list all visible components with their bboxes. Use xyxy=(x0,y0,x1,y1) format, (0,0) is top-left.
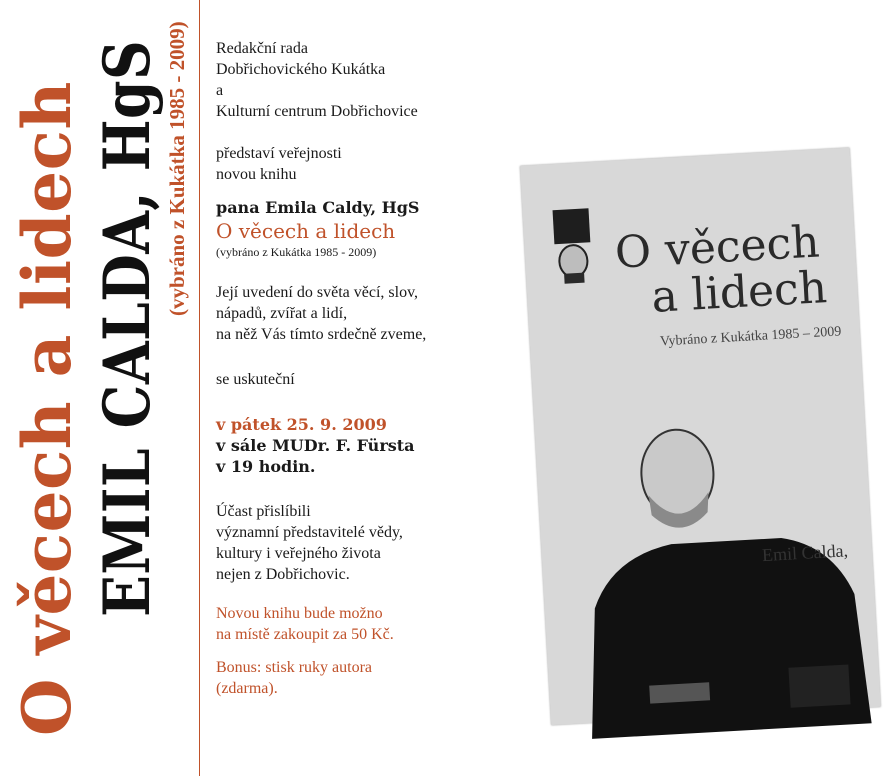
cover-title-line: O věcech xyxy=(613,216,821,279)
organizer-line: Kulturní centrum Dobřichovice xyxy=(216,103,418,120)
intro-line: na něž Vás tímto srdečně zveme, xyxy=(216,326,427,343)
presentation-line: představí veřejnosti xyxy=(216,145,342,162)
organizer-line: Dobřichovického Kukátka xyxy=(216,61,386,78)
divider-line xyxy=(199,0,200,776)
invitation-text xyxy=(216,38,466,699)
guests-line: nejen z Dobřichovic. xyxy=(216,566,350,583)
cover-author: Emil Calda, xyxy=(761,540,849,566)
vertical-book-title: O věcech a lidech xyxy=(8,81,86,736)
guests-line: významní představitelé vědy, xyxy=(216,524,403,541)
event-place: v sále MUDr. F. Fürsta xyxy=(216,436,415,455)
when-intro: se uskuteční xyxy=(216,371,295,388)
book-cover xyxy=(520,148,881,726)
sale-line: Novou knihu bude možno xyxy=(216,605,383,622)
cover-title-line: a lidech xyxy=(650,262,829,323)
author-line: pana Emila Caldy, HgS xyxy=(216,198,420,217)
organizer-line: Redakční rada xyxy=(216,40,308,57)
bonus-line: Bonus: stisk ruky autora xyxy=(216,659,372,676)
author-photo xyxy=(575,423,891,739)
presentation-line: novou knihu xyxy=(216,166,297,183)
upside-down-figure-illustration xyxy=(547,208,599,291)
conjunction: a xyxy=(216,82,224,99)
intro-line: Její uvedení do světa věcí, slov, xyxy=(216,284,419,301)
vertical-subtitle: (vybráno z Kukátka 1985 - 2009) xyxy=(165,21,189,316)
event-time: v 19 hodin. xyxy=(216,457,316,476)
guests-line: Účast přislíbili xyxy=(216,503,311,520)
sale-line: na místě zakoupit za 50 Kč. xyxy=(216,626,394,643)
vertical-author-name: EMIL CALDA, HgS xyxy=(90,39,165,617)
cover-subtitle: Vybráno z Kukátka 1985 – 2009 xyxy=(659,324,842,350)
vertical-title-block xyxy=(0,0,200,776)
cover-title xyxy=(614,218,849,323)
event-date: v pátek 25. 9. 2009 xyxy=(216,415,387,434)
book-note: (vybráno z Kukátka 1985 - 2009) xyxy=(216,245,377,259)
bonus-line: (zdarma). xyxy=(216,680,278,697)
book-title-line: O věcech a lidech xyxy=(216,219,396,243)
intro-line: nápadů, zvířat a lidí, xyxy=(216,305,348,322)
guests-line: kultury i veřejného života xyxy=(216,545,381,562)
